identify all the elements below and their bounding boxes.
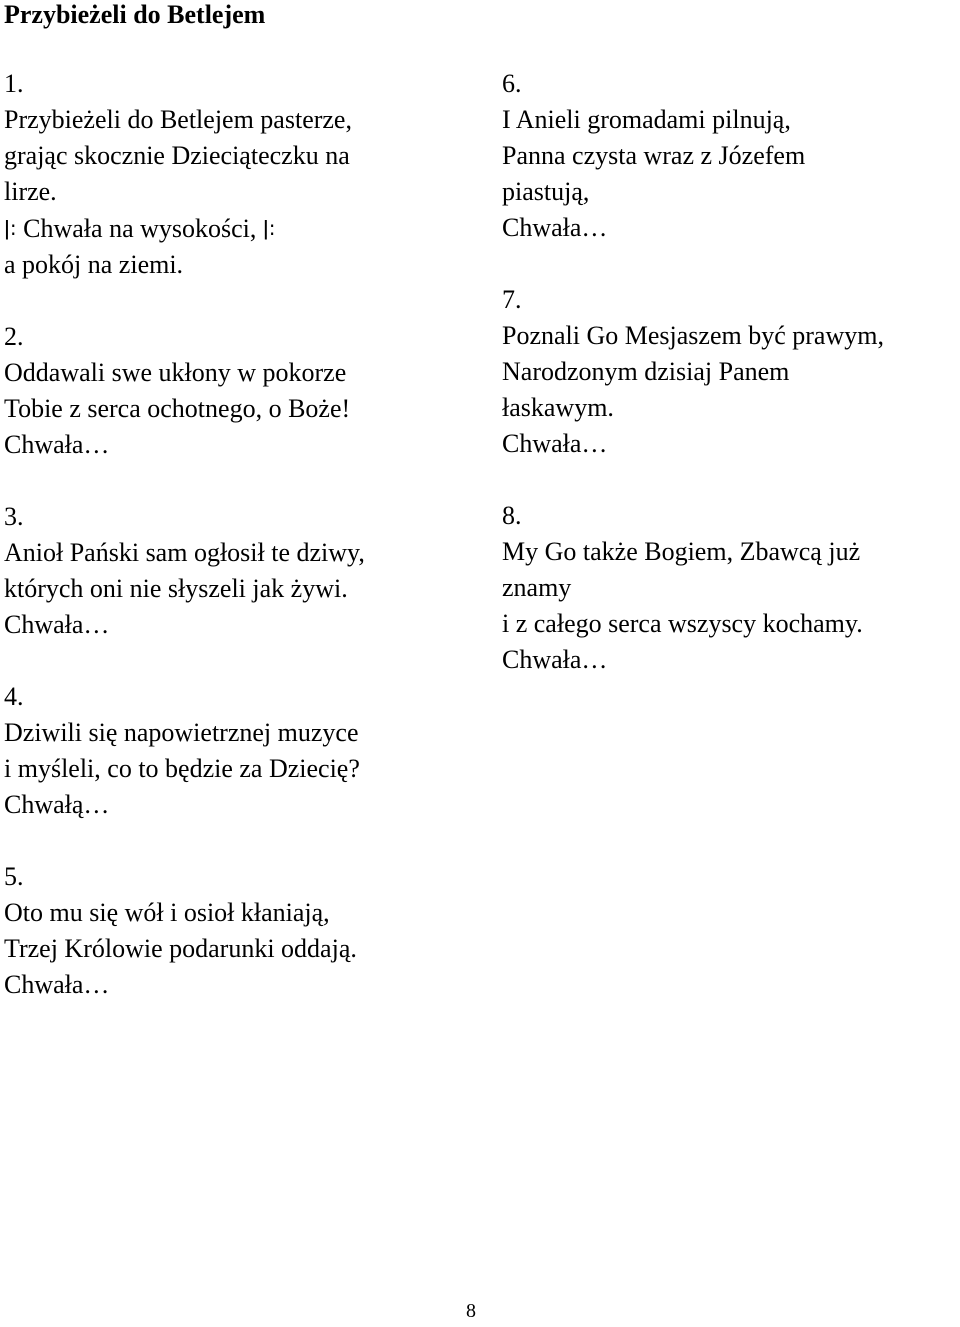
song-title: Przybieżeli do Betlejem bbox=[4, 0, 266, 29]
verse-line: lirze. bbox=[4, 177, 57, 206]
verse-line: i z całego serca wszyscy kochamy. bbox=[502, 609, 863, 638]
verse-line: piastują, bbox=[502, 177, 590, 206]
verse-line: grając skocznie Dzieciąteczku na bbox=[4, 141, 350, 170]
stanza-number: 4. bbox=[4, 682, 24, 711]
refrain-line: Chwała… bbox=[4, 970, 110, 999]
stanza-3 bbox=[4, 499, 464, 643]
refrain-line: Chwała… bbox=[502, 213, 608, 242]
refrain-line: Chwała… bbox=[502, 645, 608, 674]
stanza-number: 1. bbox=[4, 69, 24, 98]
verse-line: a pokój na ziemi. bbox=[4, 250, 184, 279]
verse-line: Anioł Pański sam ogłosił te dziwy, bbox=[4, 538, 365, 567]
left-column bbox=[4, 66, 464, 1039]
verse-line: Narodzonym dzisiaj Panem bbox=[502, 357, 790, 386]
verse-line: Oddawali swe ukłony w pokorze bbox=[4, 358, 347, 387]
verse-line: Dziwili się napowietrznej muzyce bbox=[4, 718, 359, 747]
verse-line: Przybieżeli do Betlejem pasterze, bbox=[4, 105, 352, 134]
stanza-2 bbox=[4, 319, 464, 463]
stanza-number: 8. bbox=[502, 501, 522, 530]
verse-line: Poznali Go Mesjaszem być prawym, bbox=[502, 321, 884, 350]
refrain-line: Chwała… bbox=[502, 429, 608, 458]
stanza-number: 6. bbox=[502, 69, 522, 98]
repeat-end-mark: ǀ: bbox=[262, 216, 276, 240]
stanza-1 bbox=[4, 66, 464, 283]
refrain-line: Chwała… bbox=[4, 430, 110, 459]
refrain-line: Chwałą… bbox=[4, 790, 110, 819]
stanza-8 bbox=[502, 498, 960, 678]
page-number: 8 bbox=[466, 1300, 476, 1322]
refrain-line: Chwała… bbox=[4, 610, 110, 639]
verse-line: My Go także Bogiem, Zbawcą już bbox=[502, 537, 861, 566]
stanza-number: 2. bbox=[4, 322, 24, 351]
verse-line: których oni nie słyszeli jak żywi. bbox=[4, 574, 348, 603]
stanza-number: 3. bbox=[4, 502, 24, 531]
refrain-text: Chwała na wysokości, bbox=[16, 214, 263, 243]
verse-line: łaskawym. bbox=[502, 393, 614, 422]
verse-line: i myśleli, co to będzie za Dziecię? bbox=[4, 754, 360, 783]
repeat-start-mark: ǀ: bbox=[4, 216, 17, 240]
verse-line: Trzej Królowie podarunki oddają. bbox=[4, 934, 357, 963]
stanza-4 bbox=[4, 679, 464, 823]
verse-line: I Anieli gromadami pilnują, bbox=[502, 105, 791, 134]
stanza-number: 5. bbox=[4, 862, 24, 891]
verse-line: Tobie z serca ochotnego, o Boże! bbox=[4, 394, 351, 423]
stanza-6 bbox=[502, 66, 960, 246]
stanza-5 bbox=[4, 859, 464, 1003]
verse-line: Panna czysta wraz z Józefem bbox=[502, 141, 806, 170]
right-column bbox=[502, 66, 960, 714]
verse-line: znamy bbox=[502, 573, 572, 602]
refrain-line bbox=[4, 210, 464, 247]
stanza-7 bbox=[502, 282, 960, 462]
verse-line: Oto mu się wół i osioł kłaniają, bbox=[4, 898, 330, 927]
stanza-number: 7. bbox=[502, 285, 522, 314]
